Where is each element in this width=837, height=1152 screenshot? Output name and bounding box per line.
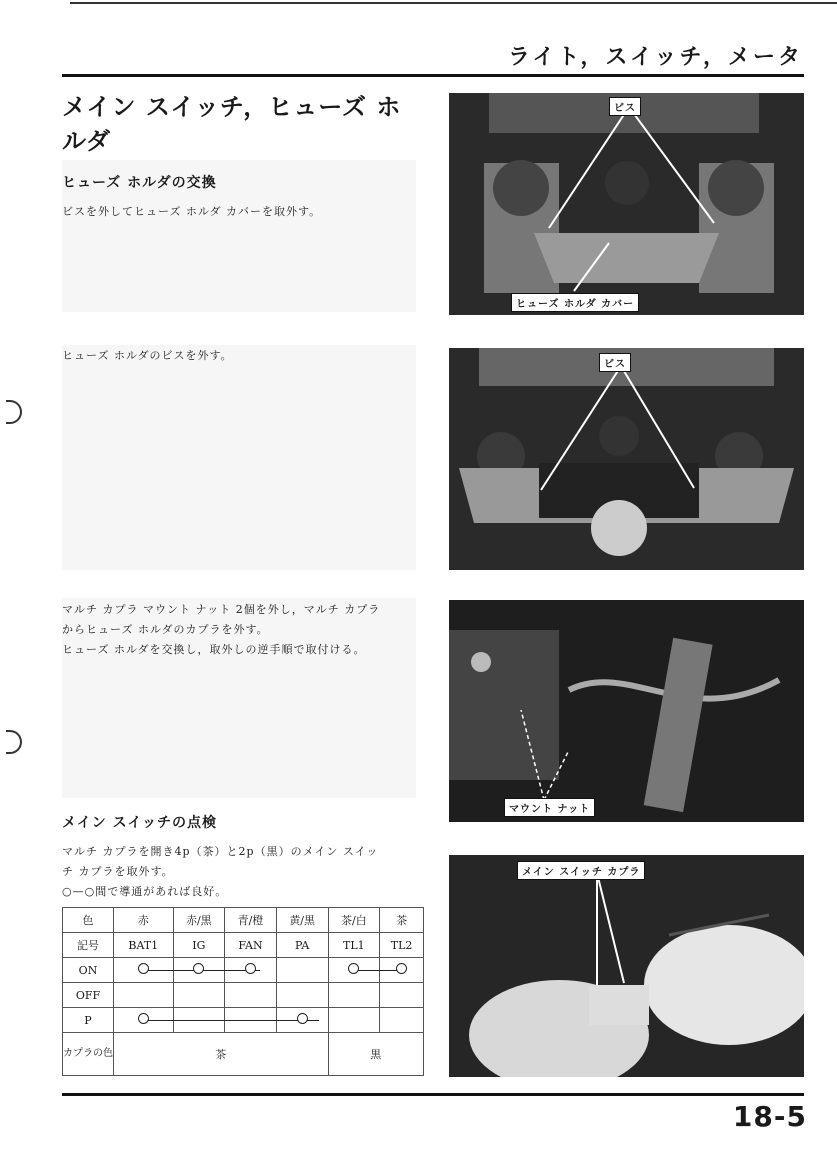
row-label-p: P [63,1008,114,1033]
continuity-table [62,907,424,1076]
table-cell: 赤 [114,908,174,933]
photo-fuse-holder [449,348,804,570]
continuity-dot [396,963,407,974]
table-cell [380,983,424,1008]
photo-label: ビス [599,353,631,372]
page-number: 18-5 [732,1100,807,1133]
continuity-dot [348,963,359,974]
table-cell: TL2 [380,933,424,958]
fuse-replace-heading: ヒューズ ホルダの交換 [62,175,217,191]
step3-line1: マルチ カプラ マウント ナット 2個を外し，マルチ カプラ [62,603,381,616]
table-cell [114,958,174,983]
binder-hole [6,730,22,754]
check-line3: ○—○間で導通があれば良好。 [62,885,228,898]
photo-switch-coupler [449,855,804,1077]
table-row [63,1033,424,1076]
table-cell: 茶 [380,908,424,933]
continuity-dot [138,963,149,974]
section-header: ライト，スイッチ，メータ [508,45,803,70]
table-cell [276,983,328,1008]
photo-label: ビス [609,97,641,116]
table-cell [328,983,380,1008]
table-row [63,958,424,983]
check-line1: マルチ カプラを開き4p（茶）と2p（黒）のメイン スイッ [62,845,379,858]
table-cell [276,958,328,983]
table-cell [114,983,174,1008]
wiring-illustration [449,600,804,822]
header-rule [62,74,804,77]
table-row [63,908,424,933]
continuity-dot [245,963,256,974]
photo-label: マウント ナット [504,798,595,817]
table-row [63,1008,424,1033]
table-row [63,983,424,1008]
table-cell: 茶/白 [328,908,380,933]
table-cell [114,1008,174,1033]
handlebar-illustration [449,93,804,315]
table-cell: 記号 [63,933,114,958]
table-row [63,933,424,958]
photo-label: ヒューズ ホルダ カバー [511,293,639,312]
table-cell [328,1008,380,1033]
page-title: メイン スイッチ，ヒューズ ホルダ [62,93,402,155]
table-cell [173,983,225,1008]
table-cell: 色 [63,908,114,933]
table-cell: IG [173,933,225,958]
photo-fuse-cover [449,93,804,315]
table-cell: 黄/黒 [276,908,328,933]
table-cell: PA [276,933,328,958]
switch-check-heading: メイン スイッチの点検 [62,815,218,831]
coupler-label: カプラの色 [63,1033,114,1076]
continuity-dot [297,1013,308,1024]
photo-mount-nut [449,600,804,822]
table-cell: FAN [225,933,277,958]
coupler-black: 黒 [328,1033,423,1076]
row-label-on: ON [63,958,114,983]
row-label-off: OFF [63,983,114,1008]
table-cell: BAT1 [114,933,174,958]
step1-text: ビスを外してヒューズ ホルダ カバーを取外す。 [62,205,322,218]
step3-line3: ヒューズ ホルダを交換し，取外しの逆手順で取付ける。 [62,643,366,656]
footer-rule [62,1093,804,1096]
table-cell [225,983,277,1008]
step3-line2: からヒューズ ホルダのカプラを外す。 [62,623,269,636]
binder-hole [6,400,22,424]
continuity-dot [138,1013,149,1024]
table-cell [380,1008,424,1033]
coupler-brown: 茶 [114,1033,329,1076]
fuse-holder-illustration [449,348,804,570]
table-cell [328,958,380,983]
step2-text: ヒューズ ホルダのビスを外す。 [62,349,233,362]
photo-label: メイン スイッチ カプラ [517,861,645,880]
continuity-dot [193,963,204,974]
coupler-illustration [449,855,804,1077]
table-cell: 青/橙 [225,908,277,933]
table-cell: 赤/黒 [173,908,225,933]
text-panel [62,345,416,570]
check-line2: チ カプラを取外す。 [62,865,174,878]
top-edge-line [70,2,837,4]
table-cell: TL1 [328,933,380,958]
